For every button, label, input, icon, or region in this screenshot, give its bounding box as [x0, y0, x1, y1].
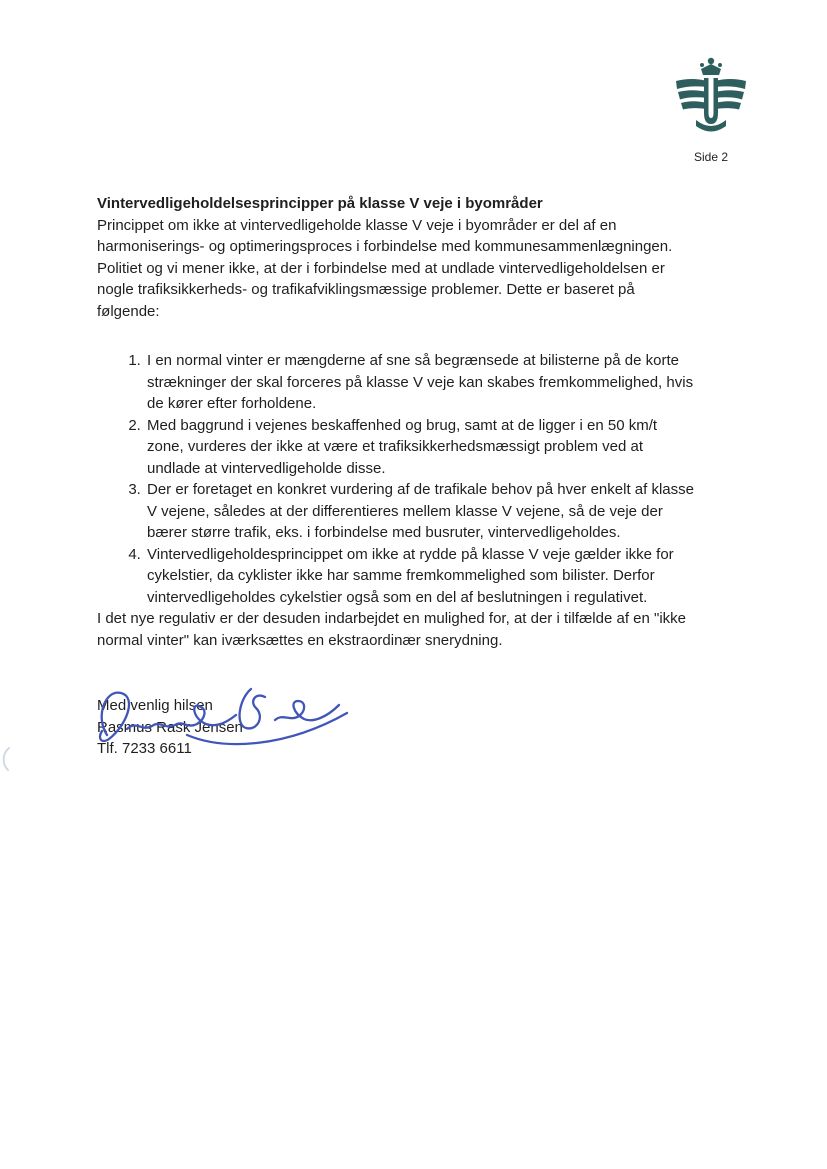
list-item: 2. Med baggrund i vejenes beskaffenhed og brug, samt at de ligger i en 50 km/t zone, vurderes der ikke at være et trafiksikkerhedsmæssigt problem ved at undlade at vintervedligeholde disse.	[145, 415, 697, 480]
phone-line: Tlf. 7233 6611	[97, 740, 192, 757]
salutation: Med venlig hilsen	[97, 697, 213, 714]
signer-name: Rasmus Rask Jensen	[97, 718, 243, 736]
reasons-list	[97, 350, 697, 608]
signoff-block	[97, 695, 697, 760]
crown-emblem-icon	[674, 56, 748, 136]
page-number-label: Side 2	[693, 150, 729, 164]
scan-artifact-mark	[0, 746, 12, 772]
intro-paragraph: Princippet om ikke at vintervedligeholde klasse V veje i byområder er del af en harmoniserings- og optimeringsproces i forbindelse med kommunesammenlægningen. Politiet og vi mener ikke, at der i forbindelse med at undlade vintervedligeholdelsen er nogle trafiksikkerheds- og trafikafviklingsmæssige problemer. Dette er baseret på følgende:	[97, 216, 673, 320]
letter-body	[97, 193, 697, 760]
letter-heading: Vintervedligeholdelsesprincipper på klasse V veje i byområder	[97, 195, 543, 212]
list-item: 4. Vintervedligeholdesprincippet om ikke at rydde på klasse V veje gælder ikke for cykelstier, da cyklister ikke har samme fremkommelighed som bilister. Derfor vintervedligeholdes cykelstier også som en del af beslutningen i regulativet.	[145, 544, 697, 609]
list-item: 3. Der er foretaget en konkret vurdering af de trafikale behov på hver enkelt af klasse V vejene, således at der differentieres mellem klasse V vejene, så de veje der bærer større trafik, eks. i forbindelse med busruter, vintervedligeholdes.	[145, 479, 697, 544]
closing-paragraph: I det nye regulativ er der desuden indarbejdet en mulighed for, at der i tilfælde af en "ikke normal vinter" kan iværksættes en ekstraordinær snerydning.	[97, 610, 687, 649]
list-item: 1. I en normal vinter er mængderne af sne så begrænsede at bilisterne på de korte strækninger der skal forceres på klasse V veje kan skabes fremkommelighed, hvis de kører efter forholdene.	[145, 350, 697, 415]
municipality-logo	[672, 56, 750, 164]
